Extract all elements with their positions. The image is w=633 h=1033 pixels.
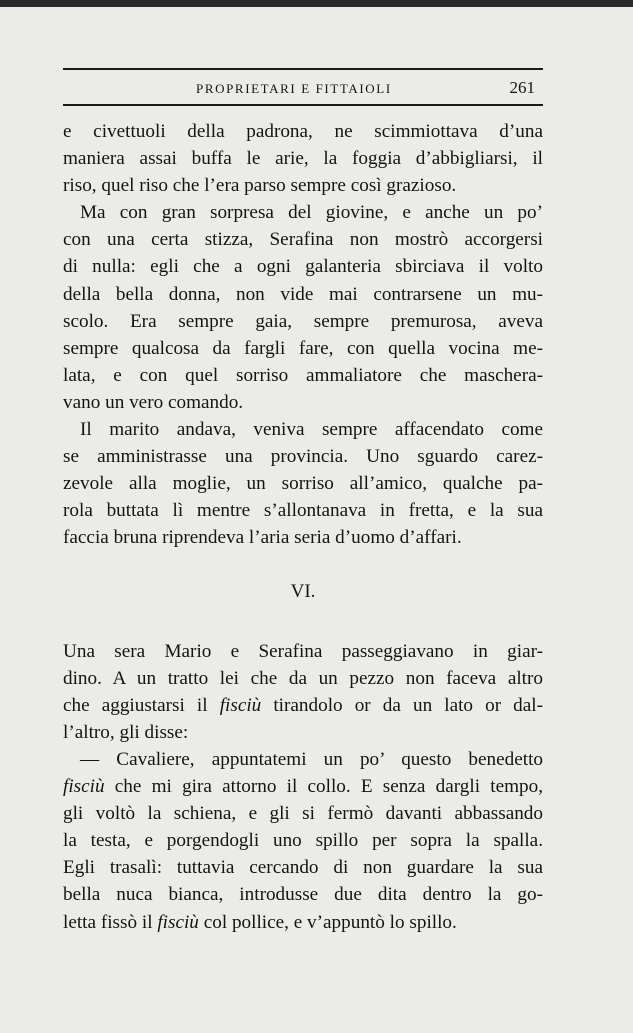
text-line: con una certa stizza, Serafina non mostrò accorgersi [63, 229, 543, 251]
text-line: Il marito andava, veniva sempre affacendato come [80, 419, 543, 441]
text-line: vano un vero comando. [63, 391, 244, 413]
text-line: Egli trasalì: tuttavia cercando di non guardare la sua [63, 857, 543, 879]
text-line: maniera assai buffa le arie, la foggia d’abbigliarsi, il [63, 148, 543, 170]
text-line: e civettuoli della padrona, ne scimmiottava d’una [63, 121, 543, 142]
text-line [63, 692, 543, 719]
page-top-edge [0, 0, 633, 7]
italic-word: fisciù [219, 694, 262, 716]
running-head: PROPRIETARI E FITTAIOLI [196, 81, 392, 96]
text-line: riso, quel riso che l’era parso sempre così grazioso. [63, 175, 457, 197]
italic-word: fisciù [63, 776, 105, 798]
header-rule-bottom [63, 104, 543, 106]
text-line: la testa, e porgendogli uno spillo per sopra la spalla. [63, 830, 543, 852]
italic-word: fisciù [157, 911, 199, 933]
text-run: col pollice, e v’appuntò lo spillo. [198, 911, 457, 933]
text-line: rola buttata lì mentre s’allontanava in fretta, e la sua [63, 500, 543, 522]
text-line: bella nuca bianca, introdusse due dita dentro la go- [63, 884, 543, 906]
text-run: letta fissò il [63, 911, 158, 933]
text-run: tirandolo or da un lato or dal- [261, 694, 544, 716]
text-line [63, 909, 543, 936]
text-run: che aggiustarsi il [63, 694, 220, 716]
body-text [63, 118, 543, 936]
text-line: scolo. Era sempre gaia, sempre premurosa, aveva [63, 310, 543, 332]
text-line: sempre qualcosa da fargli fare, con quella vocina me- [63, 337, 543, 359]
text-line: faccia bruna riprendeva l’aria seria d’uomo d’affari. [63, 527, 462, 549]
section-title: VI. [290, 580, 316, 602]
text-run: che mi gira attorno il collo. E senza dargli tempo, [104, 776, 543, 798]
text-line: dino. A un tratto lei che da un pezzo non faceva altro [63, 667, 543, 689]
page-header [63, 68, 543, 106]
text-line: zevole alla moglie, un sorriso all’amico, qualche pa- [63, 473, 543, 495]
text-line: gli voltò la schiena, e gli si fermò davanti abbassando [63, 803, 543, 825]
text-line: lata, e con quel sorriso ammaliatore che maschera- [63, 364, 543, 386]
text-line: se amministrasse una provincia. Uno sguardo carez- [63, 446, 543, 468]
text-line: Una sera Mario e Serafina passeggiavano in giar- [63, 640, 543, 662]
text-line [63, 773, 543, 800]
text-line: Ma con gran sorpresa del giovine, e anche un po’ [80, 202, 543, 224]
text-line: di nulla: egli che a ogni galanteria sbirciava il volto [63, 256, 543, 278]
text-line: — Cavaliere, appuntatemi un po’ questo benedetto [80, 748, 543, 770]
page-number: 261 [509, 78, 535, 97]
text-line: l’altro, gli disse: [63, 721, 189, 743]
text-line: della bella donna, non vide mai contrarsene un mu- [63, 283, 543, 305]
header-rule-top [63, 68, 543, 70]
header-row [63, 78, 543, 98]
